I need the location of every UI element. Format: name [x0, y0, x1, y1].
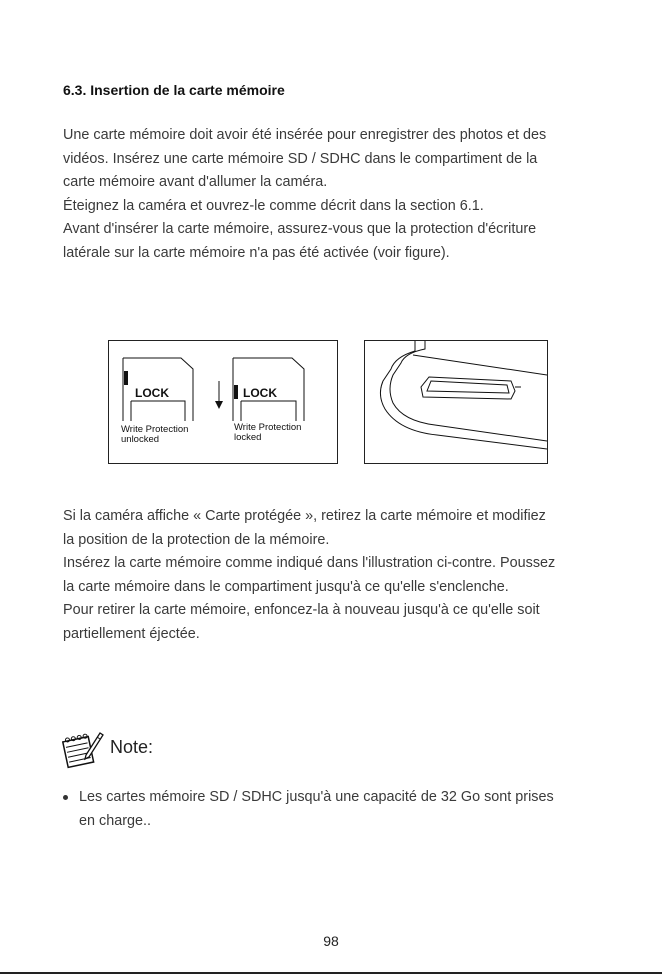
- list-item: [63, 786, 608, 833]
- arrow-down-icon: [215, 401, 223, 409]
- card-slot-figure: [364, 340, 548, 464]
- note-bullet-list: [63, 786, 608, 833]
- paragraph-line: la carte mémoire dans le compartiment jusqu'à ce qu'elle s'enclenche.: [63, 578, 509, 595]
- intro-paragraph: [63, 124, 603, 266]
- caption-locked: [234, 423, 301, 443]
- caption-line: Write Protection: [121, 424, 189, 435]
- caption-line: locked: [234, 432, 262, 443]
- note-label: Note:: [110, 737, 154, 757]
- bottom-rule: [0, 972, 662, 974]
- card-right-lock-label: LOCK: [243, 386, 277, 400]
- notepad-pencil-icon: [62, 729, 104, 769]
- bullet-line: en charge..: [79, 812, 152, 829]
- card-slot-illustration: [365, 341, 547, 463]
- paragraph-line: carte mémoire avant d'allumer la caméra.: [63, 174, 328, 191]
- paragraph-line: la position de la protection de la mémoire.: [63, 531, 330, 548]
- paragraph-line: vidéos. Insérez une carte mémoire SD / SDHC dans le compartiment de la: [63, 150, 538, 167]
- paragraph-line: latérale sur la carte mémoire n'a pas été activée (voir figure).: [63, 244, 450, 261]
- paragraph-line: partiellement éjectée.: [63, 625, 200, 642]
- write-protection-figure: [108, 340, 338, 464]
- paragraph-line: Une carte mémoire doit avoir été insérée pour enregistrer des photos et des: [63, 127, 547, 143]
- caption-line: Write Protection: [234, 422, 302, 433]
- paragraph-line: Avant d'insérer la carte mémoire, assurez-vous que la protection d'écriture: [63, 221, 537, 238]
- paragraph-line: Pour retirer la carte mémoire, enfoncez-la à nouveau jusqu'à ce qu'elle soit: [63, 602, 540, 619]
- paragraph-line: Éteignez la caméra et ouvrez-le comme décrit dans la section 6.1.: [63, 197, 484, 214]
- bullet-line: Les cartes mémoire SD / SDHC jusqu'à une capacité de 32 Go sont prises: [79, 789, 554, 805]
- locked-switch: [234, 385, 238, 399]
- page-number: 98: [323, 933, 339, 949]
- section-title: 6.3. Insertion de la carte mémoire: [63, 82, 285, 98]
- card-left-lock-label: LOCK: [135, 386, 169, 400]
- bullet-icon: [63, 795, 68, 800]
- paragraph-line: Insérez la carte mémoire comme indiqué dans l'illustration ci-contre. Poussez: [63, 555, 556, 572]
- caption-line: unlocked: [121, 434, 160, 445]
- caption-unlocked: [121, 425, 188, 445]
- unlocked-switch: [124, 371, 128, 385]
- card-slot: [421, 377, 515, 399]
- paragraph-line: Si la caméra affiche « Carte protégée », retirez la carte mémoire et modifiez: [63, 508, 546, 524]
- second-paragraph: [63, 505, 603, 647]
